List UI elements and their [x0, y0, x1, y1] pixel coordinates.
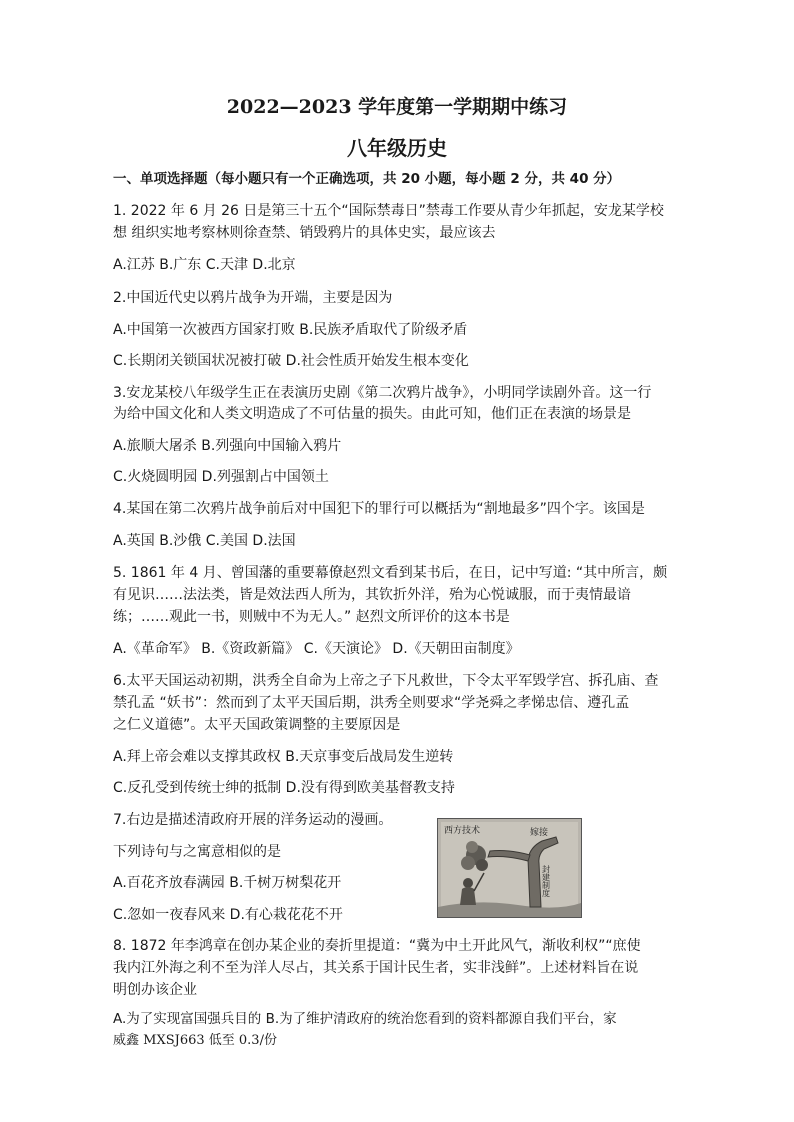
- question-5-stem-line-1: 5. 1861 年 4 月、曾国藩的重要幕僚赵烈文看到某书后，在日，记中写道: “其中所言，颇: [113, 565, 668, 581]
- question-8-stem-line-2: 我内江外海之利不至为洋人尽占，其关系于国计民生者，实非浅鲜”。上述材料旨在说: [113, 960, 639, 976]
- yangwu-cartoon-image: [437, 818, 582, 918]
- page-title: 2022—2023 学年度第一学期期中练习: [226, 96, 568, 118]
- question-8-options-ab: A.为了实现富国强兵目的 B.为了维护清政府的统治您看到的资料都源自我们平台，家: [113, 1011, 617, 1027]
- question-2-options-cd: C.长期闭关锁国状况被打破 D.社会性质开始发生根本变化: [113, 353, 469, 369]
- question-6-stem-line-3: 之仁义道德”。太平天国政策调整的主要原因是: [113, 717, 401, 733]
- question-6-options-ab: A.拜上帝会难以支撑其政权 B.天京事变后战局发生逆转: [113, 749, 454, 765]
- question-7-options-cd: C.忽如一夜春风来 D.有心栽花花不开: [113, 907, 343, 923]
- question-6-stem-line-1: 6.太平天国运动初期，洪秀全自命为上帝之子下凡救世，下令太平军毁学宫、拆孔庙、查: [113, 673, 659, 689]
- cartoon-drawing: [438, 819, 581, 917]
- question-3-options-cd: C.火烧圆明园 D.列强割占中国领土: [113, 469, 329, 485]
- question-4-stem: 4.某国在第二次鸦片战争前后对中国犯下的罪行可以概括为“割地最多”四个字。该国是: [113, 501, 645, 517]
- question-3-stem-line-1: 3.安龙某校八年级学生正在表演历史剧《第二次鸦片战争》，小明同学读剧外音。这一行: [113, 385, 652, 401]
- question-3-stem-line-2: 为给中国文化和人类文明造成了不可估量的损失。由此可知，他们正在表演的场景是: [113, 406, 631, 422]
- question-1-stem-line-2: 想 组织实地考察林则徐查禁、销毁鸦片的具体史实，最应该去: [113, 225, 496, 241]
- question-6-options-cd: C.反孔受到传统士绅的抵制 D.没有得到欧美基督教支持: [113, 780, 455, 796]
- cartoon-label-trunk: 封建制度: [541, 865, 551, 897]
- question-8-stem-line-1: 8. 1872 年李鸿章在创办某企业的奏折里提道：“冀为中土开此风气，渐收利权”“庶使: [113, 938, 641, 954]
- question-3-options-ab: A.旅顺大屠杀 B.列强向中国输入鸦片: [113, 438, 342, 454]
- question-5-stem-line-2: 有见识……法法类，皆是效法西人所为，其钦折外洋，殆为心悦诚服，而于夷情最谙: [113, 587, 631, 603]
- question-1-options: A.江苏 B.广东 C.天津 D.北京: [113, 257, 296, 273]
- question-7-stem-line-2: 下列诗句与之寓意相似的是: [113, 844, 281, 860]
- question-7-stem: 7.右边是描述清政府开展的洋务运动的漫画。: [113, 812, 393, 828]
- section-heading: 一、单项选择题（每小题只有一个正确选项，共 20 小题，每小题 2 分，共 40 分）: [113, 171, 621, 187]
- question-5-options: A.《革命军》 B.《资政新篇》 C.《天演论》 D.《天朝田亩制度》: [113, 641, 520, 657]
- question-2-stem: 2.中国近代史以鸦片战争为开端，主要是因为: [113, 290, 393, 306]
- watermark-text: 威鑫 MXSJ663 低至 0.3/份: [113, 1033, 277, 1048]
- question-6-stem-line-2: 禁孔孟 “妖书”：然而到了太平天国后期，洪秀全则要求“学尧舜之孝悌忠信、遵孔孟: [113, 695, 630, 711]
- cartoon-label-right: 嫁接: [530, 828, 549, 838]
- question-7-options-ab: A.百花齐放春满园 B.千树万树梨花开: [113, 875, 342, 891]
- page-subtitle: 八年级历史: [347, 136, 447, 160]
- question-1-stem-line-1: 1. 2022 年 6 月 26 日是第三十五个“国际禁毒日”禁毒工作要从青少年抓起，安龙某学校: [113, 203, 664, 219]
- question-5-stem-line-3: 练；……观此一书，则贼中不为无人。” 赵烈文所评价的这本书是: [113, 609, 510, 625]
- cartoon-label-left: 西方技术: [444, 826, 481, 836]
- question-2-options-ab: A.中国第一次被西方国家打败 B.民族矛盾取代了阶级矛盾: [113, 322, 468, 338]
- question-8-stem-line-3: 明创办该企业: [113, 982, 197, 998]
- question-4-options: A.英国 B.沙俄 C.美国 D.法国: [113, 533, 296, 549]
